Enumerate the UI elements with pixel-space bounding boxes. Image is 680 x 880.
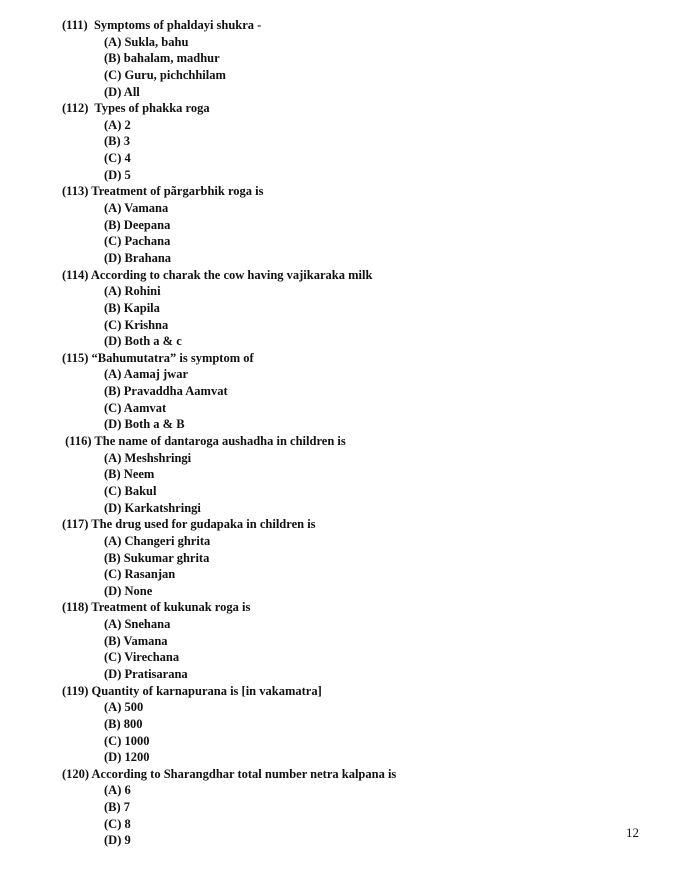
answer-option: (C) Krishna bbox=[104, 317, 169, 332]
answer-option: (B) bahalam, madhur bbox=[104, 51, 220, 66]
question-block bbox=[62, 516, 622, 599]
question-block bbox=[62, 183, 622, 266]
question-text: (112) Types of phakka roga bbox=[62, 101, 210, 116]
answer-option: (A) Sukla, bahu bbox=[104, 34, 189, 49]
question-list bbox=[62, 17, 622, 849]
answer-option: (D) Karkatshringi bbox=[104, 500, 201, 515]
page-number: 12 bbox=[626, 825, 639, 840]
answer-option: (B) 7 bbox=[104, 800, 131, 815]
answer-option: (C) 4 bbox=[104, 151, 131, 166]
question-text: (119) Quantity of karnapurana is [in vakamatra] bbox=[62, 683, 322, 698]
question-block bbox=[62, 17, 622, 100]
answer-option: (A) Aamaj jwar bbox=[104, 367, 189, 382]
answer-option: (D) 5 bbox=[104, 167, 131, 182]
answer-option: (A) Vamana bbox=[104, 201, 169, 216]
question-text: (118) Treatment of kukunak roga is bbox=[62, 600, 251, 615]
question-text: (116) The name of dantaroga aushadha in children is bbox=[62, 434, 346, 449]
answer-option: (A) 6 bbox=[104, 783, 131, 798]
answer-option: (A) 500 bbox=[104, 700, 144, 715]
answer-option: (B) Neem bbox=[104, 467, 155, 482]
answer-option: (A) Changeri ghrita bbox=[104, 533, 211, 548]
answer-option: (B) Sukumar ghrita bbox=[104, 550, 210, 565]
answer-option: (D) 9 bbox=[104, 833, 131, 848]
answer-option: (A) Meshshringi bbox=[104, 450, 192, 465]
answer-option: (B) Kapila bbox=[104, 300, 160, 315]
answer-option: (B) Pravaddha Aamvat bbox=[104, 384, 228, 399]
answer-option: (C) Virechana bbox=[104, 650, 180, 665]
answer-option: (A) Snehana bbox=[104, 617, 171, 632]
question-block bbox=[62, 599, 622, 682]
question-block bbox=[62, 683, 622, 766]
question-text: (114) According to charak the cow having vajikaraka milk bbox=[62, 267, 373, 282]
answer-option: (D) Both a & B bbox=[104, 417, 185, 432]
answer-option: (C) 8 bbox=[104, 816, 131, 831]
answer-option: (B) Deepana bbox=[104, 217, 171, 232]
answer-option: (D) 1200 bbox=[104, 750, 150, 765]
question-block bbox=[62, 100, 622, 183]
answer-option: (D) None bbox=[104, 583, 153, 598]
answer-option: (C) 1000 bbox=[104, 733, 150, 748]
question-text: (117) The drug used for gudapaka in children is bbox=[62, 517, 316, 532]
answer-option: (C) Guru, pichchhilam bbox=[104, 67, 226, 82]
answer-option: (C) Aamvat bbox=[104, 400, 167, 415]
answer-option: (D) Both a & c bbox=[104, 334, 182, 349]
answer-option: (C) Rasanjan bbox=[104, 567, 176, 582]
question-block bbox=[62, 433, 622, 516]
question-text: (115) “Bahumutatra” is symptom of bbox=[62, 350, 254, 365]
question-block bbox=[62, 350, 622, 433]
answer-option: (D) Pratisarana bbox=[104, 666, 188, 681]
answer-option: (D) Brahana bbox=[104, 250, 172, 265]
answer-option: (B) Vamana bbox=[104, 633, 168, 648]
answer-option: (C) Bakul bbox=[104, 483, 157, 498]
question-text: (111) Symptoms of phaldayi shukra - bbox=[62, 18, 262, 32]
answer-option: (D) All bbox=[104, 84, 140, 99]
answer-option: (A) Rohini bbox=[104, 284, 161, 299]
answer-option: (A) 2 bbox=[104, 117, 131, 132]
question-block bbox=[62, 267, 622, 350]
answer-option: (C) Pachana bbox=[104, 234, 171, 249]
question-text: (120) According to Sharangdhar total number netra kalpana is bbox=[62, 766, 397, 781]
question-text: (113) Treatment of pãrgarbhik roga is bbox=[62, 184, 264, 199]
answer-option: (B) 3 bbox=[104, 134, 131, 149]
answer-option: (B) 800 bbox=[104, 716, 143, 731]
question-block bbox=[62, 766, 622, 849]
